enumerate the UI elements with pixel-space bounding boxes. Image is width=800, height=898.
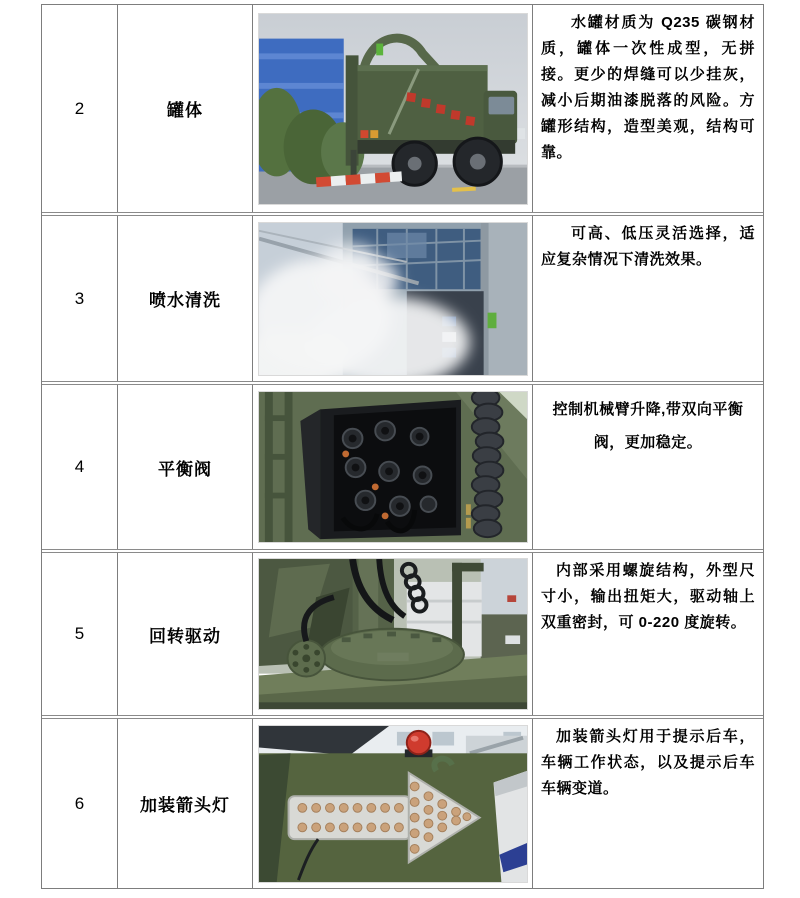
tank-truck-photo (258, 13, 528, 205)
component-name: 加装箭头灯 (118, 719, 253, 888)
component-name: 平衡阀 (118, 385, 253, 549)
component-description: 控制机械臂升降,带双向平衡阀，更加稳定。 (552, 401, 744, 451)
component-name: 罐体 (118, 5, 253, 212)
component-photo-cell (253, 5, 533, 212)
component-name: 喷水清洗 (118, 216, 253, 381)
component-photo-cell (253, 719, 533, 888)
row-number: 4 (42, 385, 118, 549)
arrow-light-photo (258, 725, 528, 883)
row-number: 2 (42, 5, 118, 212)
component-photo-cell (253, 553, 533, 715)
table-row (42, 5, 763, 216)
component-name: 回转驱动 (118, 553, 253, 715)
component-photo-cell (253, 216, 533, 381)
table-row (42, 719, 763, 888)
table-row (42, 216, 763, 385)
table-row (42, 553, 763, 719)
spray-washing-photo (258, 222, 528, 376)
component-description: 水罐材质为 Q235 碳钢材质，罐体一次性成型，无拼接。更少的焊缝可以少挂灰，减小后期油漆脱落的风险。方罐形结构，造型美观，结构可靠。 (541, 14, 755, 161)
component-description: 可高、低压灵活选择，适应复杂情况下清洗效果。 (541, 225, 755, 268)
row-number: 5 (42, 553, 118, 715)
component-description: 内部采用螺旋结构，外型尺寸小，输出扭矩大，驱动轴上双重密封，可 0-220 度旋转。 (541, 562, 755, 631)
component-description: 加装箭头灯用于提示后车，车辆工作状态，以及提示后车车辆变道。 (541, 728, 755, 797)
component-photo-cell (253, 385, 533, 549)
rotary-drive-photo (258, 558, 528, 710)
balance-valve-photo (258, 391, 528, 543)
row-number: 3 (42, 216, 118, 381)
table-row (42, 385, 763, 553)
row-number: 6 (42, 719, 118, 888)
component-spec-table (41, 4, 764, 889)
